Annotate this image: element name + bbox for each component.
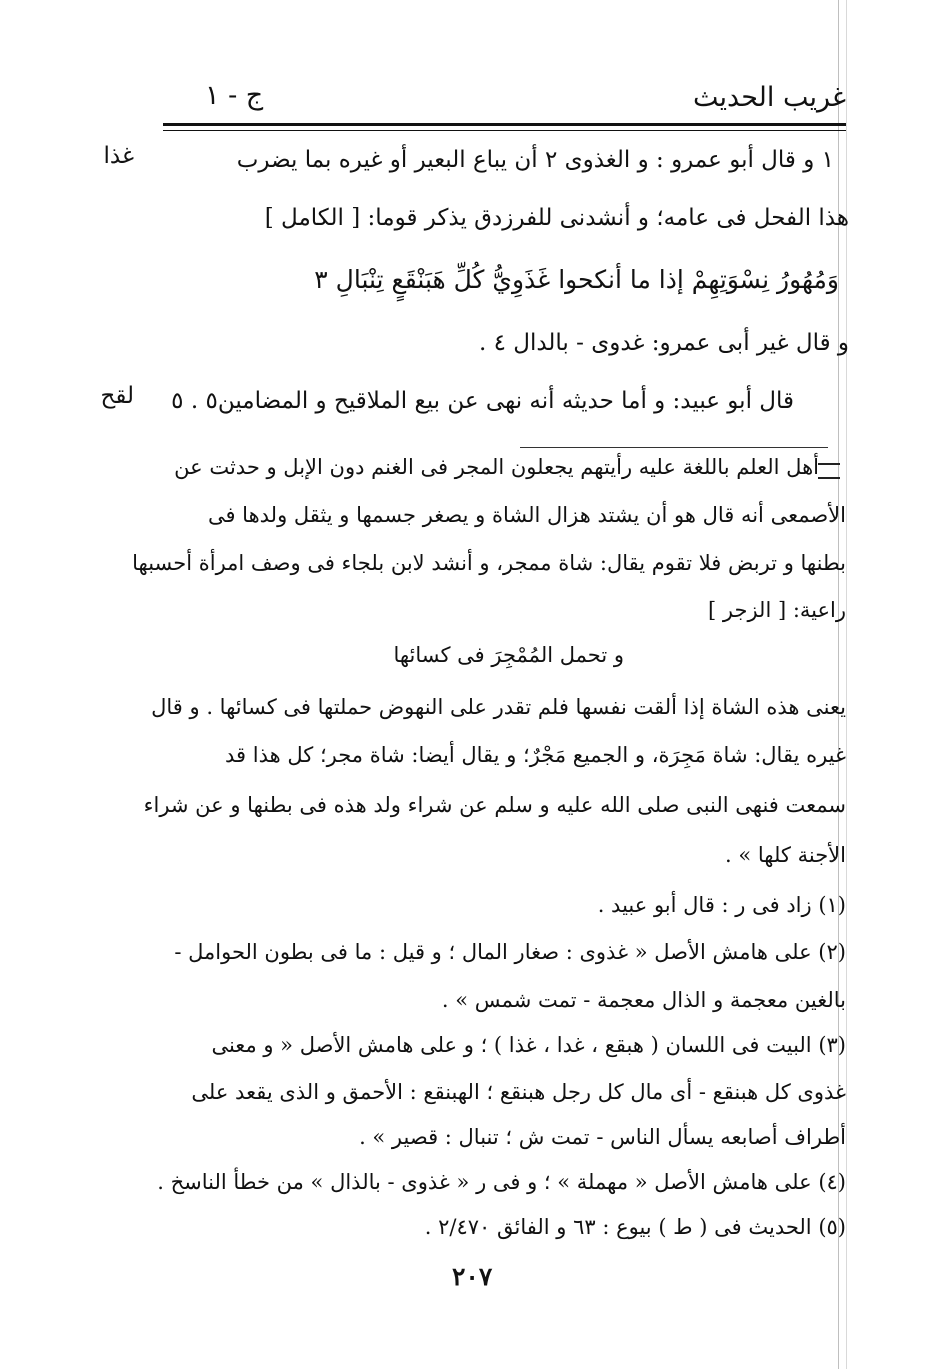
continuation-verse: و تحمل المُمْجِرَ فى كسائها bbox=[393, 643, 624, 667]
margin-keyword-ghadha: غذا bbox=[103, 143, 134, 169]
continuation-line-8: سمعت فنهى النبى صلى الله عليه و سلم عن شراء ولد هذه فى بطنها و عن شراء bbox=[143, 793, 846, 817]
continuation-marker bbox=[818, 463, 840, 479]
continuation-line-1: أهل العلم باللغة عليه رأيتهم يجعلون المجر فى الغنم دون الإبل و حدثت عن bbox=[174, 455, 819, 479]
header-rule-thick bbox=[163, 123, 846, 126]
margin-keyword-laqah: لقح bbox=[100, 383, 134, 409]
header-rule-thin bbox=[163, 130, 846, 131]
main-text-line-4: و قال غير أبى عمرو: غدوى - بالدال ٤ . bbox=[478, 330, 849, 356]
running-head-volume: ج - ١ bbox=[205, 80, 264, 111]
footnote-2: (٢) على هامش الأصل « غذوى : صغار المال ؛ و قيل : ما فى بطون الحوامل - bbox=[174, 940, 846, 964]
footnote-1: (١) زاد فى ر : قال أبو عبيد . bbox=[597, 893, 846, 917]
main-text-line-1: ١ و قال أبو عمرو : و الغذوى ٢ أن يباع البعير أو غيره بما يضرب bbox=[236, 147, 834, 173]
footnote-separator bbox=[520, 447, 828, 448]
verse-line: وَمُهُورُ نِسْوَتِهِمْ إذا ما أنكحوا غَذَوِيُّ كُلِّ هَبَنْقَعٍ تِنْبَالِ ٣ bbox=[314, 265, 839, 294]
continuation-line-9: الأجنة كلها » . bbox=[725, 843, 846, 867]
continuation-line-4: راعية: [ الزجر ] bbox=[708, 598, 846, 622]
page-number: ٢٠٧ bbox=[452, 1262, 493, 1291]
main-text-line-2: هذا الفحل فى عامه؛ و أنشدنى للفرزدق يذكر قوما: [ الكامل ] bbox=[264, 205, 849, 231]
continuation-line-3: بطنها و تربض فلا تقوم يقال: شاة ممجر، و أنشد لابن بلجاء فى وصف امرأة أحسبها bbox=[132, 551, 846, 575]
footnote-3: (٣) البيت فى اللسان ( هبقع ، غدا ، غذا ) ؛ و على هامش الأصل « و معنى bbox=[211, 1033, 846, 1057]
continuation-line-7: غيره يقال: شاة مَجِرَة، و الجميع مَجْرٌ؛ و يقال أيضا: شاة مجر؛ كل هذا قد bbox=[225, 743, 846, 767]
running-head-title: غريب الحديث bbox=[693, 82, 846, 113]
footnote-5: (٥) الحديث فى ( ط ) بيوع : ٦٣ و الفائق ٢/٤٧٠ . bbox=[424, 1215, 846, 1239]
continuation-line-6: يعنى هذه الشاة إذا ألقت نفسها فلم تقدر على النهوض حملتها فى كسائها . و قال bbox=[151, 695, 846, 719]
footnote-3-cont-2: أطراف أصابعه يسأل الناس - تمت ش ؛ تنبال : قصير » . bbox=[359, 1125, 846, 1149]
footnote-3-cont-1: غذوى كل هبنقع - أى مال كل رجل هبنقع ؛ الهبنقع : الأحمق و الذى يقعد على bbox=[191, 1080, 846, 1104]
footnote-2-cont: بالغين معجمة و الذال معجمة - تمت شمس » . bbox=[441, 988, 846, 1012]
footnote-4: (٤) على هامش الأصل « مهملة » ؛ و فى ر « غذوى - بالذال » من خطأ الناسخ . bbox=[157, 1170, 846, 1194]
continuation-line-2: الأصمعى أنه قال هو أن يشتد هزال الشاة و يصغر جسمها و يثقل ولدها فى bbox=[207, 503, 846, 527]
main-text-line-5: قال أبو عبيد: و أما حديثه أنه نهى عن بيع الملاقيح و المضامين٥ . ٥ bbox=[171, 388, 794, 414]
